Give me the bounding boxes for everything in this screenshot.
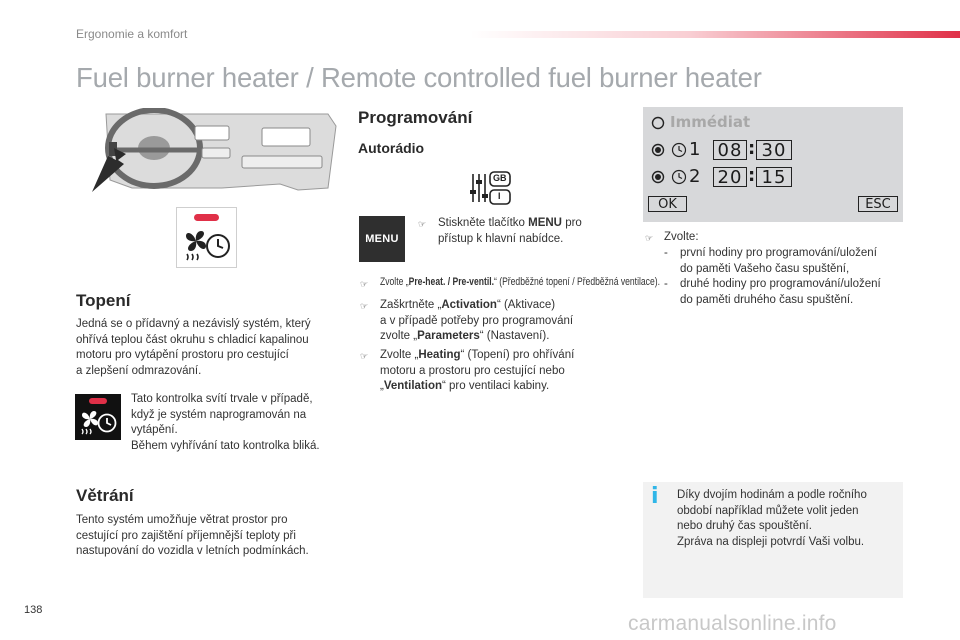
radio-subtitle: Autorádio — [358, 140, 425, 156]
heater-indicator-lit-icon — [75, 394, 121, 440]
timer-2-hours: 20 — [713, 167, 747, 187]
page-title: Fuel burner heater / Remote controlled fuel burner heater — [76, 62, 762, 93]
ok-button: OK — [648, 196, 687, 212]
bullet-icon: ☞ — [360, 279, 369, 289]
radio-unselected-icon — [651, 116, 665, 130]
step-press-menu: Stiskněte tlačítko MENU pro přístup k hlavní nabídce. — [438, 217, 582, 245]
section-header: Ergonomie a komfort — [76, 27, 188, 41]
bullet-icon: ☞ — [360, 301, 369, 311]
step-activation: Zaškrtněte „Activation“ (Aktivace) a v případě potřeby pro programování zvolte „Parameters“ (Nastavení). — [380, 299, 574, 343]
step-select-preheat: Zvolte „Pre-heat. / Pre-ventil.“ (Předběžné topení / Předběžná ventilace). — [380, 276, 660, 288]
timer-2-number: 2 — [689, 166, 701, 187]
immediate-label: Immédiat — [670, 113, 751, 131]
gb-label: GB — [493, 173, 507, 183]
i-label: I — [498, 191, 501, 201]
radio-selected-icon — [651, 143, 665, 157]
clock-options-list: - první hodiny pro programování/uložení do paměti Vašeho času spuštění, - druhé hodiny pro programování/uložení do paměti druhého času spuštění. — [664, 247, 881, 306]
dashboard-icon — [92, 108, 338, 198]
info-text: Díky dvojím hodinám a podle ročního období například můžete volit jeden nebo druhý čas spouštění. Zpráva na displeji potvrdí Vaši volbu. — [677, 489, 867, 548]
info-box — [643, 482, 903, 598]
radio-selected-icon — [651, 170, 665, 184]
settings-language-icon — [469, 170, 511, 206]
info-icon: i — [651, 484, 659, 509]
heating-body: Jedná se o přídavný a nezávislý systém, který ohřívá teplou část okruhu s chladicí kapalinou motoru pro vytápění prostoru pro cestující a zlepšení odmrazování. — [76, 318, 311, 377]
timer-display — [643, 107, 903, 222]
bullet-icon: ☞ — [418, 219, 427, 229]
clock-icon — [671, 169, 687, 185]
esc-button: ESC — [858, 196, 898, 212]
header-accent-bar — [470, 31, 960, 38]
choose-label: Zvolte: — [664, 231, 699, 243]
timer-1-hours: 08 — [713, 140, 747, 160]
ventilation-title: Větrání — [76, 486, 134, 505]
timer-1-minutes: 30 — [756, 140, 792, 160]
timer-2-minutes: 15 — [756, 167, 792, 187]
ventilation-body: Tento systém umožňuje větrat prostor pro cestující pro zajištění příjemnější teploty při nastupování do vozidla v letních podmínkách. — [76, 514, 309, 558]
dashboard-illustration — [92, 108, 338, 198]
heating-title: Topení — [76, 291, 131, 310]
menu-key: MENU — [359, 216, 405, 262]
heater-indicator-icon — [176, 207, 237, 268]
step-heating: Zvolte „Heating“ (Topení) pro ohřívání motoru a prostoru pro cestující nebo „Ventilation“ pro ventilaci kabiny. — [380, 349, 575, 393]
indicator-description: Tato kontrolka svítí trvale v případě, když je systém naprogramován na vytápění. Během vyhřívání tato kontrolka bliká. — [131, 393, 320, 452]
bullet-icon: ☞ — [360, 351, 369, 361]
footer-watermark: carmanualsonline.info — [628, 612, 837, 635]
bullet-icon: ☞ — [645, 233, 654, 243]
timer-2-separator: : — [748, 165, 756, 186]
programming-title: Programování — [358, 108, 473, 127]
timer-1-number: 1 — [689, 139, 701, 160]
clock-icon — [671, 142, 687, 158]
page-number: 138 — [24, 604, 43, 616]
timer-1-separator: : — [748, 138, 756, 159]
